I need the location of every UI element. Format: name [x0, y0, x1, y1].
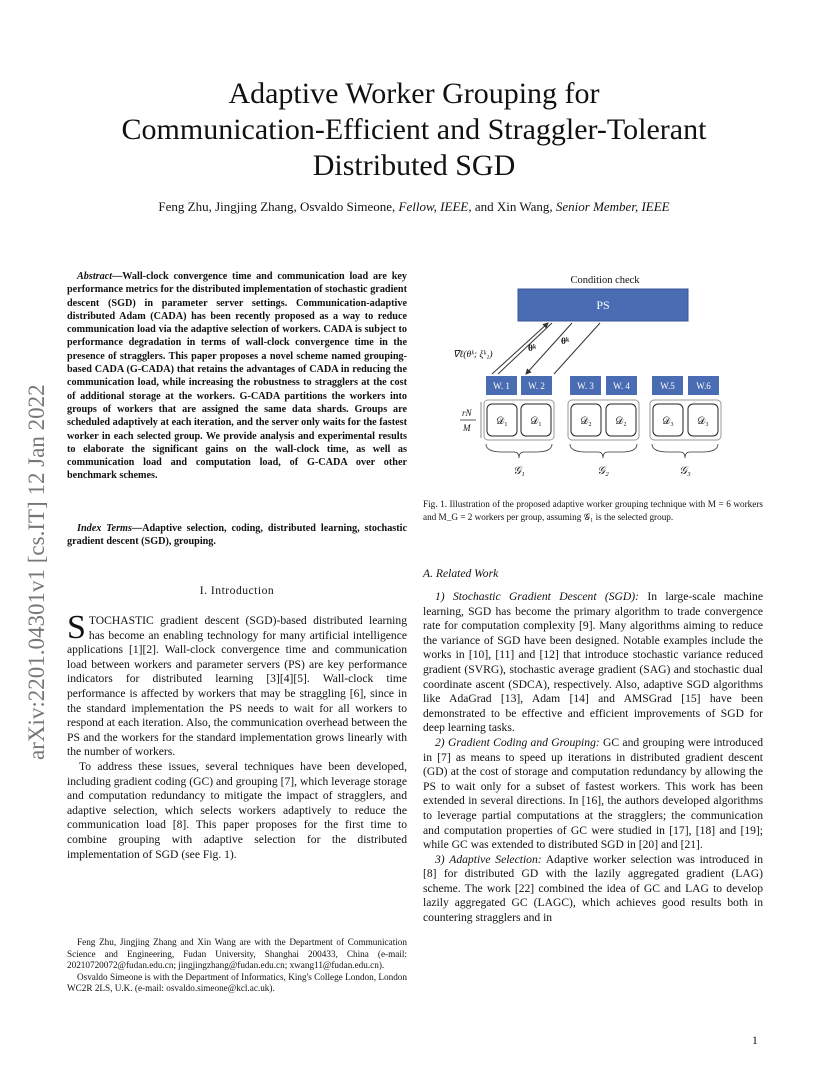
- worker-label-4: W. 4: [613, 381, 630, 391]
- theta-arrow-down-2: [554, 323, 600, 374]
- shard-label-2: 𝒟₁: [530, 416, 542, 427]
- group-label-3: 𝒢₃: [679, 465, 691, 477]
- shard-label-5: 𝒟₃: [662, 416, 674, 427]
- subsection-heading-related-work: A. Related Work: [423, 567, 499, 580]
- abstract-text: —Wall-clock convergence time and communication load are key performance metrics for the distributed implementation of stochastic gradient descent (SGD) in parameter server settings. Communication-adaptive distributed Adam (CADA) has been recently proposed as a way to reduce communication load via the adaptive selection of workers. CADA is subject to performance degradation in terms of wall-clock convergence time in the presence of stragglers. This paper proposes a novel scheme named grouping-based CADA (G-CADA) that retains the advantages of CADA in reducing the communication load, while increasing the robustness to stragglers at the cost of additional storage at the workers. G-CADA partitions the workers into groups of workers that are assigned the same data shards. Groups are scheduled adaptively at each iteration, and the server only waits for the fastest worker in each selected group. We provide analysis and experimental results to elaborate the significant gains on the wall-clock time, as well as communication load and computation load, of G-CADA over other benchmark schemes.: [67, 271, 407, 482]
- section-heading-introduction: I. Introduction: [199, 584, 275, 597]
- group-brace-1: [486, 444, 552, 458]
- related-text-sgd: In large-scale machine learning, SGD has become the primary algorithm to trade convergence rate for computation complexity [9]. Many algorithms aiming to reduce the variance of SGD have been designed. Notable examples include the works in [10], [11] and [12] that introduce stochastic variance reduced gradient (SVRG), stochastic average gradient (SAG) and stochastic dual coordinate ascent (SDCA), respectively. Also, adaptive SGD algorithms like AdaGrad [13], Adam [14] and AMSGrad [15] have been demonstrated to be effective and efficient improvements of SGD for deep learning tasks.: [423, 590, 763, 735]
- arxiv-stamp-text: arXiv:2201.04301v1 [cs.IT] 12 Jan 2022: [24, 384, 49, 760]
- intro-paragraph-2: To address these issues, several techniques have been developed, including gradient coding (GC) and grouping [7], which leverage storage and computation redundancy to mitigate the impact of stragglers, and adaptive selection, which selects workers adaptively to reduce the communication load [8]. This paper proposes for the first time to combine grouping with adaptive selection for the distributed implementation of SGD (see Fig. 1).: [67, 759, 407, 861]
- theta-label-right: θᵏ: [561, 337, 570, 347]
- gradient-label: ∇ℓ(θᵏ; ξᵏ₁): [453, 350, 493, 360]
- related-text-adaptive: Adaptive worker selection was introduced in [8] for distributed GD with the lazily aggregated gradient (LAG) scheme. The work [22] combined the idea of GC and LAG to develop lazily aggregated GC (LAGC), which achieves good results both in countering stragglers and in: [423, 852, 763, 925]
- figure-1: [440, 272, 780, 487]
- related-paragraph-gc: [423, 736, 763, 853]
- title-line-3: Distributed SGD: [312, 149, 516, 182]
- author-role-senior: Senior Member, IEEE: [555, 199, 670, 214]
- shard-label-3: 𝒟₂: [580, 416, 592, 427]
- gradient-arrow-up: [492, 323, 548, 374]
- worker-row: [486, 376, 719, 395]
- footnotes: [67, 937, 407, 995]
- related-work-body: [423, 590, 763, 926]
- index-terms-text: —Adaptive selection, coding, distributed learning, stochastic gradient descent (SGD), grouping.: [67, 523, 407, 548]
- author-names: Feng Zhu, Jingjing Zhang, Osvaldo Simeone,: [158, 199, 399, 214]
- group-brace-3: [652, 444, 718, 458]
- theta-label-left: θᵏ: [528, 344, 537, 354]
- gradient-arrow-up-2: [498, 323, 552, 374]
- related-text-gc: GC and grouping were introduced in [7] as means to speed up iterations in distributed gradient descent (GD) at the cost of storage and computation redundancy by allowing the PS to wait only for a subset of fastest workers. This work has been extended in several directions. In [16], the authors developed algorithms to leverage partial computations at the stragglers; the communication and computation properties of GC were studied in [17], [18] and [19]; while GC was extended to distributed SGD in [20] and [21].: [423, 735, 763, 852]
- footnote-affiliation-1: Feng Zhu, Jingjing Zhang and Xin Wang are with the Department of Communication Science and Engineering, Fudan University, Shanghai 200433, China (e-mail: 20210720072@fudan.edu.cn; jingjingzhang@fudan.edu.cn; xwang11@fudan.edu.cn).: [67, 937, 407, 971]
- paper-title: [0, 76, 828, 184]
- related-paragraph-adaptive: [423, 853, 763, 926]
- worker-label-5: W.5: [660, 381, 675, 391]
- ratio-denominator: M: [463, 423, 471, 433]
- condition-check-label: Condition check: [570, 275, 640, 286]
- page-number: 1: [752, 1034, 758, 1047]
- related-head-sgd: 1) Stochastic Gradient Descent (SGD):: [435, 590, 640, 603]
- arxiv-stamp: [20, 300, 50, 760]
- abstract: [67, 270, 407, 483]
- worker-label-1: W. 1: [493, 381, 510, 391]
- footnote-affiliation-2: Osvaldo Simeone is with the Department of Informatics, King's College London, London WC2R 2LS, U.K. (e-mail: osvaldo.simeone@kcl.ac.uk).: [67, 971, 407, 994]
- worker-label-2: W. 2: [528, 381, 545, 391]
- group-label-1: 𝒢₁: [513, 465, 525, 477]
- title-line-1: Adaptive Worker Grouping for: [228, 77, 600, 110]
- shard-label-6: 𝒟₃: [697, 416, 709, 427]
- index-terms-label: Index Terms: [77, 523, 132, 534]
- author-list: [0, 199, 828, 215]
- author-and: and Xin Wang,: [471, 199, 556, 214]
- related-head-adaptive: 3) Adaptive Selection:: [435, 852, 542, 866]
- introduction-body: [67, 609, 407, 862]
- related-head-gc: 2) Gradient Coding and Grouping:: [435, 735, 600, 749]
- shard-row: [484, 400, 721, 440]
- group-brace-2: [570, 444, 637, 458]
- worker-label-6: W.6: [696, 381, 711, 391]
- figure-caption: Fig. 1. Illustration of the proposed adaptive worker grouping technique with M = 6 workers and M_G = 2 workers per group, assuming 𝒢₁ is the selected group.: [423, 499, 763, 522]
- index-terms: [67, 522, 407, 549]
- abstract-label: Abstract: [77, 271, 113, 282]
- title-line-2: Communication-Efficient and Straggler-Tolerant: [121, 113, 707, 146]
- shard-label-4: 𝒟₂: [615, 416, 627, 427]
- ratio-numerator: rN: [462, 408, 472, 418]
- group-label-2: 𝒢₂: [597, 465, 609, 477]
- shard-label-1: 𝒟₁: [496, 416, 508, 427]
- ps-label: PS: [596, 298, 610, 312]
- dropcap: S: [67, 609, 86, 646]
- author-role-fellow: Fellow, IEEE,: [398, 199, 472, 214]
- related-paragraph-sgd: [423, 590, 763, 736]
- worker-label-3: W. 3: [577, 381, 594, 391]
- intro-paragraph-1: TOCHASTIC gradient descent (SGD)-based distributed learning has become an enabling technology for many artificial intelligence applications [1][2]. Wall-clock convergence time and communication load between workers and parameter servers (PS) are key performance indicators for distributed learning [3][4][5]. Wall-clock time performance is affected by workers that may be straggling [6], since in the standard implementation the PS needs to wait for all workers to respond at each iteration. Also, the communication overhead between the PS and the workers for the standard implementation grows linearly with the number of workers.: [67, 614, 407, 759]
